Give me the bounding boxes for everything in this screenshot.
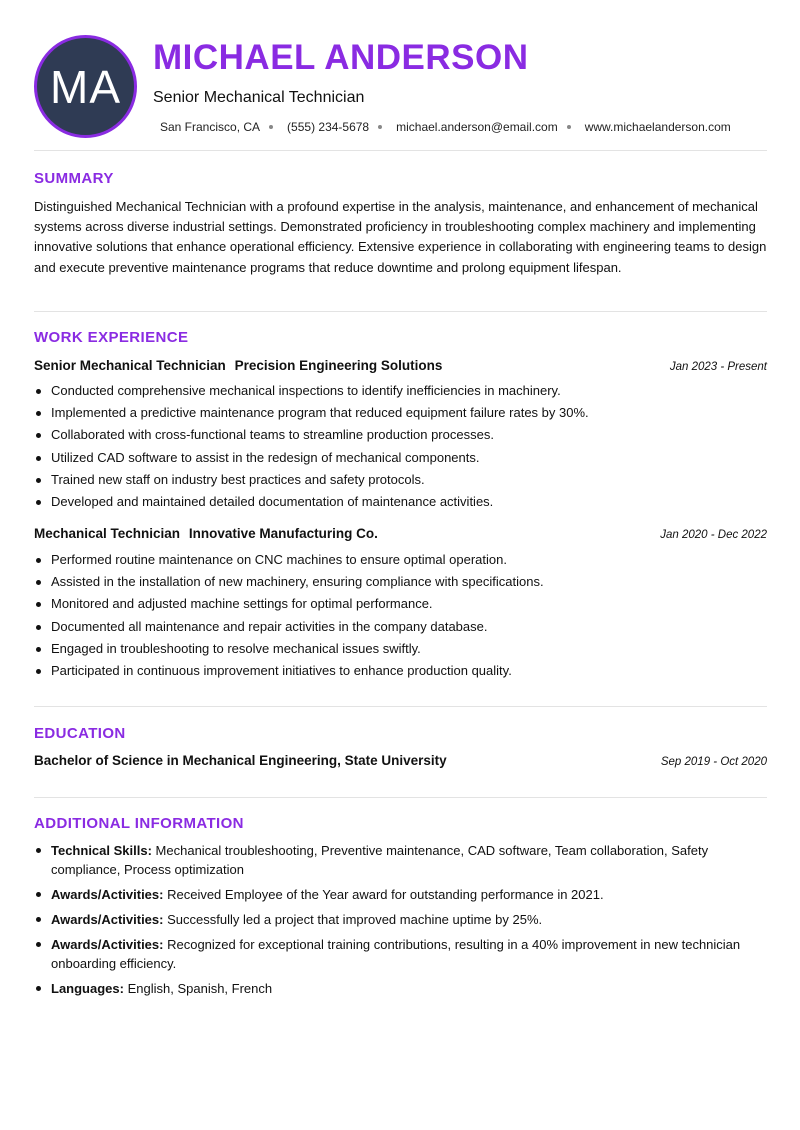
job-role: Senior Mechanical Technician xyxy=(34,358,226,373)
additional-list xyxy=(34,841,767,1004)
additional-heading: ADDITIONAL INFORMATION xyxy=(34,815,244,832)
avatar-initials: MA xyxy=(50,60,121,113)
separator-dot-icon xyxy=(567,125,571,129)
job-company: Innovative Manufacturing Co. xyxy=(188,526,378,541)
candidate-title: Senior Mechanical Technician xyxy=(153,89,365,106)
list-item xyxy=(34,885,767,904)
job-dates: Jan 2023 - Present xyxy=(669,361,767,373)
job-role: Mechanical Technician xyxy=(34,526,181,541)
education-entry xyxy=(34,753,767,768)
list-item xyxy=(34,841,767,879)
list-item xyxy=(34,910,767,929)
job-header xyxy=(34,526,767,541)
list-item: Utilized CAD software to assist in the redesign of mechanical components. xyxy=(34,447,767,469)
contact-website[interactable]: www.michaelanderson.com xyxy=(584,120,731,134)
job-bullets xyxy=(34,380,767,513)
job-title-line xyxy=(34,526,378,541)
section-divider xyxy=(34,150,767,151)
section-divider xyxy=(34,311,767,312)
section-divider xyxy=(34,797,767,798)
item-text: Mechanical troubleshooting, Preventive maintenance, CAD software, Team collaboration, Safety compliance, Process optimization xyxy=(51,843,709,877)
job-header xyxy=(34,358,767,373)
separator-dot-icon xyxy=(269,125,273,129)
item-text: Recognized for exceptional training contributions, resulting in a 40% improvement in new technician onboarding efficiency. xyxy=(51,937,741,971)
education-heading: EDUCATION xyxy=(34,725,126,742)
item-text: Received Employee of the Year award for outstanding performance in 2021. xyxy=(167,887,604,902)
avatar xyxy=(34,35,137,138)
contact-phone: (555) 234-5678 xyxy=(287,120,370,134)
summary-heading: SUMMARY xyxy=(34,170,114,187)
job-title-line xyxy=(34,358,442,373)
job-bullets xyxy=(34,549,767,682)
job-dates: Jan 2020 - Dec 2022 xyxy=(660,529,767,541)
list-item: Implemented a predictive maintenance program that reduced equipment failure rates by 30%. xyxy=(34,402,767,424)
candidate-name: MICHAEL ANDERSON xyxy=(153,38,529,77)
experience-heading: WORK EXPERIENCE xyxy=(34,329,189,346)
list-item: Performed routine maintenance on CNC machines to ensure optimal operation. xyxy=(34,549,767,571)
list-item: Assisted in the installation of new machinery, ensuring compliance with specifications. xyxy=(34,571,767,593)
list-item: Documented all maintenance and repair activities in the company database. xyxy=(34,616,767,638)
item-text: English, Spanish, French xyxy=(127,981,273,996)
contact-location: San Francisco, CA xyxy=(160,120,261,134)
list-item: Trained new staff on industry best practices and safety protocols. xyxy=(34,469,767,491)
list-item: Collaborated with cross-functional teams to streamline production processes. xyxy=(34,424,767,446)
list-item xyxy=(34,979,767,998)
item-label: Awards/Activities: xyxy=(51,912,164,927)
item-label: Awards/Activities: xyxy=(51,937,164,952)
list-item: Developed and maintained detailed documentation of maintenance activities. xyxy=(34,491,767,513)
list-item: Monitored and adjusted machine settings for optimal performance. xyxy=(34,593,767,615)
list-item xyxy=(34,935,767,973)
job-company: Precision Engineering Solutions xyxy=(234,358,443,373)
education-degree: Bachelor of Science in Mechanical Engineering, State University xyxy=(34,753,447,768)
item-text: Successfully led a project that improved machine uptime by 25%. xyxy=(167,912,543,927)
item-label: Technical Skills: xyxy=(51,843,152,858)
list-item: Conducted comprehensive mechanical inspections to identify inefficiencies in machinery. xyxy=(34,380,767,402)
item-label: Awards/Activities: xyxy=(51,887,164,902)
section-divider xyxy=(34,706,767,707)
education-dates: Sep 2019 - Oct 2020 xyxy=(660,756,767,768)
list-item: Engaged in troubleshooting to resolve mechanical issues swiftly. xyxy=(34,638,767,660)
separator-dot-icon xyxy=(378,125,382,129)
item-label: Languages: xyxy=(51,981,124,996)
contact-email[interactable]: michael.anderson@email.com xyxy=(396,120,558,134)
list-item: Participated in continuous improvement initiatives to enhance production quality. xyxy=(34,660,767,682)
contact-bar xyxy=(160,120,731,134)
summary-text: Distinguished Mechanical Technician with a profound expertise in the analysis, maintenance, and enhancement of mechanical systems across diverse industrial settings. Demonstrated proficiency in troubleshooting complex machinery and implementing innovative solutions that enhance operational efficiency. Extensive experience in collaborating with engineering teams to design and execute preventive maintenance programs that reduce downtime and prolong equipment lifespan. xyxy=(34,199,767,275)
